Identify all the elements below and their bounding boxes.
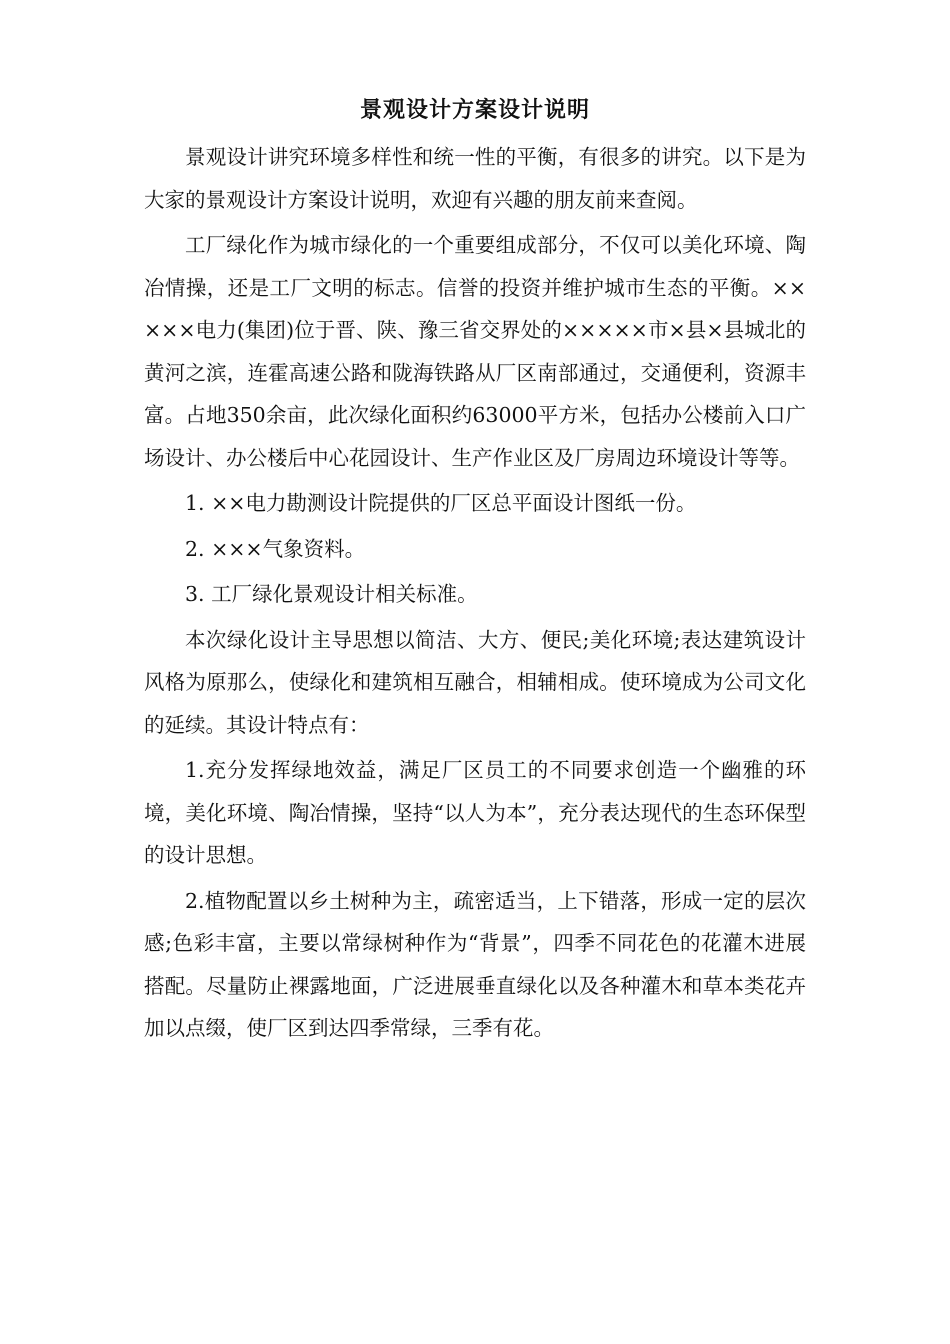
list-item-basis-3: 3. 工厂绿化景观设计相关标准。	[185, 582, 478, 606]
document-page	[144, 92, 806, 1050]
list-item-basis-2: 2. ×××气象资料。	[185, 536, 366, 561]
paragraph-design-idea: 本次绿化设计主导思想以简洁、大方、便民;美化环境;表达建筑设计风格为原那么，使绿化和建筑相互融合，相辅相成。使环境成为公司文化的延续。其设计特点有：	[144, 627, 806, 737]
paragraph-factory-greening: 工厂绿化作为城市绿化的一个重要组成部分，不仅可以美化环境、陶冶情操，还是工厂文明的标志。信誉的投资并维护城市生态的平衡。×××××电力(集团)位于晋、陕、豫三省交界处的×××××市×县×县城北的黄河之滨，连霍高速公路和陇海铁路从厂区南部通过，交通便利，资源丰富。占地350余亩，此次绿化面积约63000平方米，包括办公楼前入口广场设计、办公楼后中心花园设计、生产作业区及厂房周边环境设计等等。	[144, 233, 806, 470]
paragraph-feature-2: 2.植物配置以乡土树种为主，疏密适当，上下错落，形成一定的层次感;色彩丰富，主要以常绿树种作为“背景”，四季不同花色的花灌木进展搭配。尽量防止裸露地面，广泛进展垂直绿化以及各种灌木和草本类花卉加以点缀，使厂区到达四季常绿，三季有花。	[144, 888, 806, 1040]
document-title: 景观设计方案设计说明	[359, 97, 590, 123]
paragraph-intro: 景观设计讲究环境多样性和统一性的平衡，有很多的讲究。以下是为大家的景观设计方案设计说明，欢迎有兴趣的朋友前来查阅。	[144, 145, 806, 212]
list-item-basis-1: 1. ××电力勘测设计院提供的厂区总平面设计图纸一份。	[185, 491, 697, 515]
paragraph-feature-1: 1.充分发挥绿地效益，满足厂区员工的不同要求创造一个幽雅的环境，美化环境、陶冶情操，坚持“以人为本”，充分表达现代的生态环保型的设计思想。	[144, 758, 806, 867]
